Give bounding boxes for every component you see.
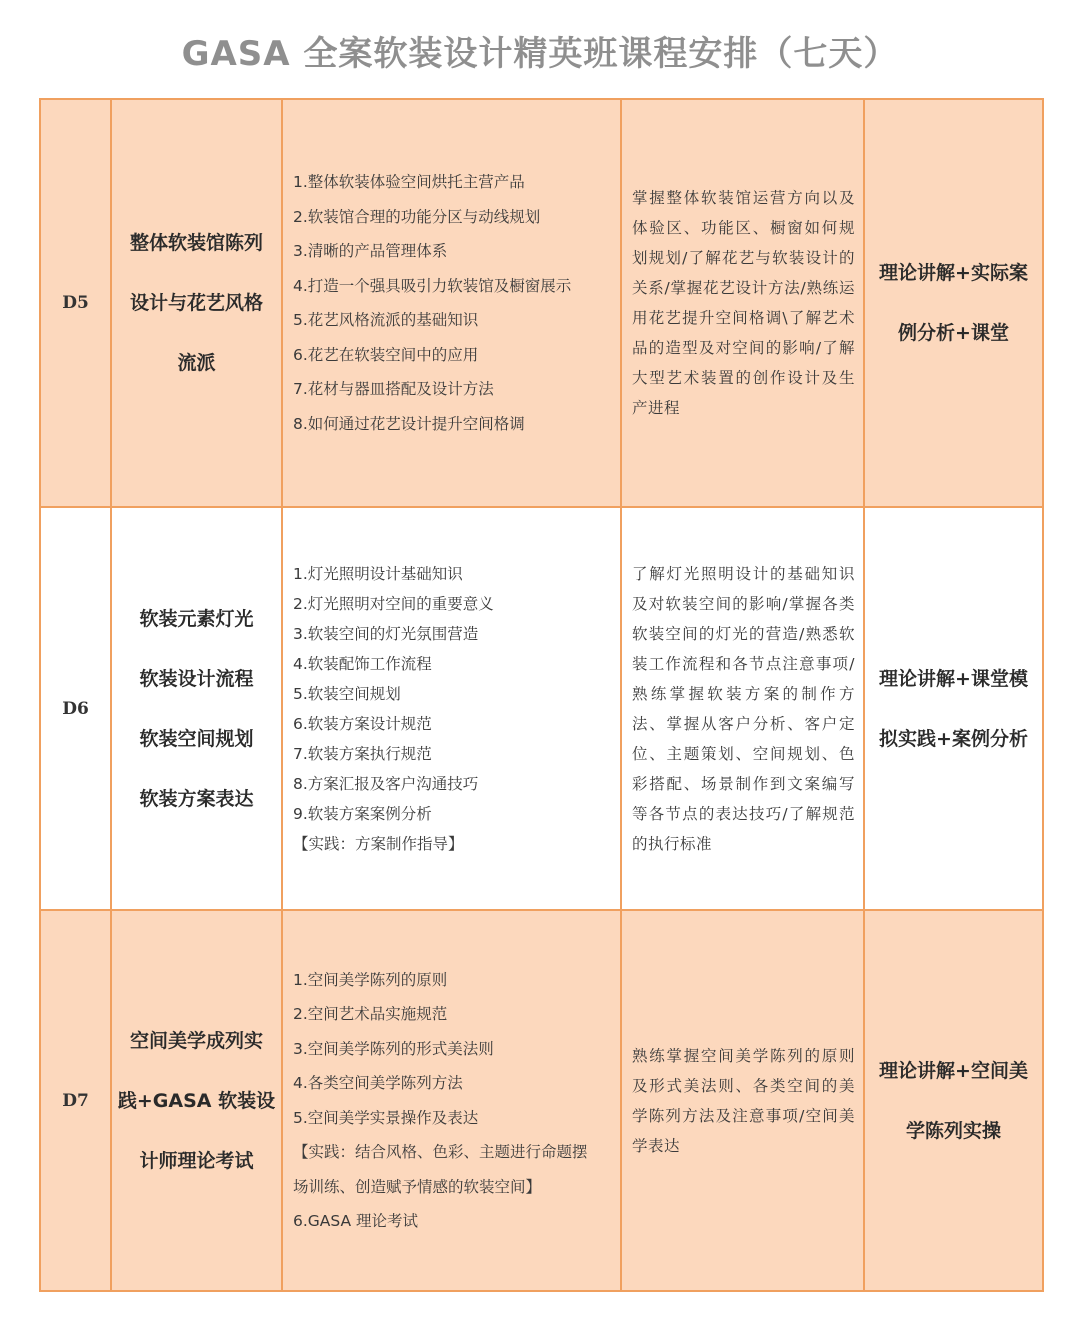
content-item: 2.软装馆合理的功能分区与动线规划 [293,207,541,226]
content-cell [282,910,621,1291]
day-cell: D7 [40,910,111,1291]
method-cell [864,507,1043,910]
method-line: 理论讲解+课堂模 [879,667,1028,690]
topic-line: 计师理论考试 [139,1149,254,1172]
topic-line: 设计与花艺风格 [129,292,263,314]
topic-line: 空间美学成列实 [129,1029,263,1052]
content-item: 3.软装空间的灯光氛围营造 [293,624,479,643]
content-item: 【实践：结合风格、色彩、主题进行命题摆 [293,1143,588,1161]
content-item: 3.清晰的产品管理体系 [293,242,448,260]
content-item: 7.花材与器皿搭配及设计方法 [293,380,494,398]
content-item: 1.灯光照明设计基础知识 [293,564,463,583]
content-item: 7.软装方案执行规范 [293,744,432,763]
content-item: 5.软装空间规划 [293,684,401,703]
topic-line: 整体软装馆陈列 [129,232,263,254]
method-line: 拟实践+案例分析 [879,727,1028,750]
topic-cell [111,910,282,1291]
topic-line: 软装空间规划 [139,727,254,750]
method-line: 学陈列实操 [905,1119,1001,1142]
content-item: 2.灯光照明对空间的重要意义 [293,594,494,613]
day-cell: D5 [40,99,111,507]
goal-cell: 掌握整体软装馆运营方向以及体验区、功能区、橱窗如何规划规划/了解花艺与软装设计的关系/掌握花艺设计方法/熟练运用花艺提升空间格调\了解艺术品的造型及对空间的影响/了解大型艺术装置的创作设计及生产进程 [621,99,864,507]
content-item: 6.花艺在软装空间中的应用 [293,345,479,364]
method-line: 理论讲解+实际案 [879,262,1028,284]
content-item: 8.方案汇报及客户沟通技巧 [293,774,479,793]
content-item: 5.花艺风格流派的基础知识 [293,311,479,329]
content-item: 2.空间艺术品实施规范 [293,1005,448,1023]
topic-line: 流派 [177,352,216,374]
method-cell [864,99,1043,507]
content-item: 6.软装方案设计规范 [293,714,432,733]
topic-line: 软装元素灯光 [139,607,254,630]
page-title: GASA 全案软装设计精英班课程安排（七天） [181,34,899,74]
topic-cell [111,507,282,910]
topic-line: 践+GASA 软装设 [117,1089,276,1112]
table-row-d6 [40,507,1043,910]
content-cell [282,99,621,507]
content-item: 9.软装方案案例分析 [293,804,432,823]
method-cell [864,910,1043,1291]
topic-line: 软装方案表达 [139,787,254,810]
content-item: 1.整体软装体验空间烘托主营产品 [293,173,525,191]
content-item: 4.软装配饰工作流程 [293,654,432,673]
content-cell [282,507,621,910]
content-item: 1.空间美学陈列的原则 [293,970,448,989]
goal-cell: 熟练掌握空间美学陈列的原则及形式美法则、各类空间的美学陈列方法及注意事项/空间美学表达 [621,910,864,1291]
content-item: 场训练、创造赋予情感的软装空间】 [293,1177,542,1196]
topic-line: 软装设计流程 [139,667,254,690]
content-item: 【实践：方案制作指导】 [293,834,464,853]
table-row-d7 [40,910,1043,1291]
content-item: 3.空间美学陈列的形式美法则 [293,1039,494,1058]
content-item: 5.空间美学实景操作及表达 [293,1108,479,1127]
goal-cell: 了解灯光照明设计的基础知识及对软装空间的影响/掌握各类软装空间的灯光的营造/熟悉软装工作流程和各节点注意事项/熟练掌握软装方案的制作方法、掌握从客户分析、客户定位、主题策划、空间规划、色彩搭配、场景制作到文案编写等各节点的表达技巧/了解规范的执行标准 [621,507,864,910]
content-item: 4.打造一个强具吸引力软装馆及橱窗展示 [293,276,572,295]
content-item: 4.各类空间美学陈列方法 [293,1074,463,1092]
content-item: 8.如何通过花艺设计提升空间格调 [293,414,525,433]
method-line: 例分析+课堂 [898,322,1009,344]
table-row-d5 [40,99,1043,507]
day-cell: D6 [40,507,111,910]
content-item: 6.GASA 理论考试 [293,1212,419,1230]
schedule-table [39,98,1044,1292]
method-line: 理论讲解+空间美 [879,1059,1028,1082]
topic-cell [111,99,282,507]
